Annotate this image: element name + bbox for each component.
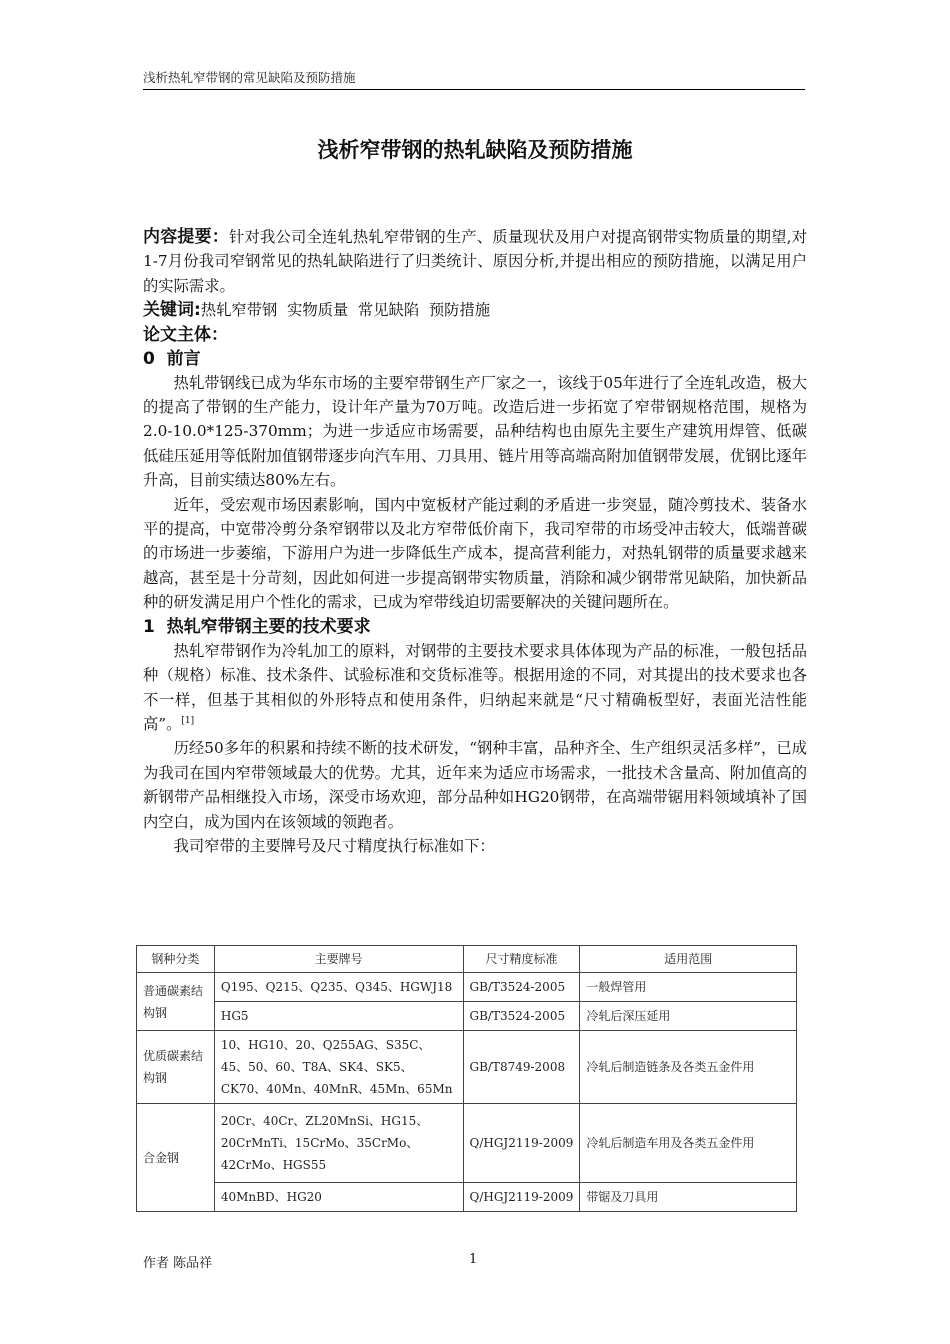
grade-cell: Q195、Q215、Q235、Q345、HGWJ18 [214,973,463,1002]
table-header-cell: 尺寸精度标准 [463,946,580,973]
table-header-row [137,946,797,973]
keywords [143,298,807,322]
section-1-paragraph-1-text: 热轧窄带钢作为冷轧加工的原料，对钢带的主要技术要求具体体现为产品的标准，一般包括品种（规格）标准、技术条件、试验标准和交货标准等。根据用途的不同，对其提出的技术要求也各不一样，但基于其相似的外形特点和使用条件，归纳起来就是“尺寸精确板型好，表面光洁性能高”。 [143,641,807,733]
abstract-text: 针对我公司全连轧热轧窄带钢的生产、质量现状及用户对提高钢带实物质量的期望,对1-7月份我司窄钢常见的热轧缺陷进行了归类统计、原因分析,并提出相应的预防措施，以满足用户的实际需求。 [143,228,808,295]
citation-ref: [1] [181,715,195,726]
steel-grade-table [136,945,797,1212]
section-0-heading: 0 前言 [143,348,201,369]
grade-cell: 20Cr、40Cr、ZL20MnSi、HG15、20CrMnTi、15CrMo、35CrMo、42CrMo、HGS55 [214,1104,463,1183]
table-row [137,1002,797,1031]
page-number: 1 [469,1252,478,1267]
section-0-paragraph-2: 近年，受宏观市场因素影响，国内中宽板材产能过剩的矛盾进一步突显，随冷剪技术、装备水平的提高，中宽带冷剪分条窄钢带以及北方窄带低价南下，我司窄带的市场受冲击较大，低端普碳的市场进一步萎缩，下游用户为进一步降低生产成本，提高营利能力，对热轧钢带的质量要求越来越高，甚至是十分苛刻，因此如何进一步提高钢带实物质量，消除和减少钢带常见缺陷，加快新品种的研发满足用户个性化的需求，已成为窄带线迫切需要解决的关键问题所在。 [143,495,807,612]
document-body [143,225,807,858]
standard-cell: Q/HGJ2119-2009 [463,1183,580,1212]
abstract-label: 内容提要： [143,227,229,247]
standard-cell: GB/T3524-2005 [463,973,580,1002]
usage-cell: 冷轧后深压延用 [580,1002,797,1031]
section-0-paragraph-1: 热轧带钢线已成为华东市场的主要窄带钢生产厂家之一，该线于05年进行了全连轧改造，极大的提高了带钢的生产能力，设计年产量为70万吨。改造后进一步拓宽了窄带钢规格范围，规格为2.0-10.0*125-370mm；为进一步适应市场需要，品种结构也由原先主要生产建筑用焊管、低碳低硅压延用等低附加值钢带逐步向汽车用、刀具用、链片用等高端高附加值钢带发展，优钢比逐年升高，目前实绩达80%左右。 [143,373,807,490]
table-header-cell: 钢种分类 [137,946,215,973]
section-1-heading: 1 热轧窄带钢主要的技术要求 [143,616,371,637]
keywords-text: 热轧窄带钢 实物质量 常见缺陷 预防措施 [200,301,491,320]
usage-cell: 一般焊管用 [580,973,797,1002]
standard-cell: GB/T3524-2005 [463,1002,580,1031]
table-row [137,1031,797,1104]
table-row [137,973,797,1002]
body-label: 论文主体： [143,324,228,345]
grade-cell: HG5 [214,1002,463,1031]
usage-cell: 带锯及刀具用 [580,1183,797,1212]
category-cell: 优质碳素结构钢 [137,1031,215,1104]
table-row [137,1104,797,1183]
abstract [143,225,807,298]
grade-cell: 10、HG10、20、Q255AG、S35C、45、50、60、T8A、SK4、SK5、CK70、40Mn、40MnR、45Mn、65Mn [214,1031,463,1104]
table-row [137,1183,797,1212]
standard-cell: GB/T8749-2008 [463,1031,580,1104]
grade-cell: 40MnBD、HG20 [214,1183,463,1212]
table-header-cell: 适用范围 [580,946,797,973]
usage-cell: 冷轧后制造车用及各类五金件用 [580,1104,797,1183]
category-cell: 普通碳素结构钢 [137,973,215,1031]
section-1-paragraph-1 [143,639,807,737]
footer-author: 作者 陈品祥 [143,1256,213,1271]
keywords-label: 关键词: [143,300,201,321]
table-header-cell: 主要牌号 [214,946,463,973]
category-cell: 合金钢 [137,1104,215,1212]
section-1-paragraph-2: 历经50多年的积累和持续不断的技术研发，“钢种丰富，品种齐全、生产组织灵活多样”，已成为我司在国内窄带领域最大的优势。尤其，近年来为适应市场需求，一批技术含量高、附加值高的新钢带产品相继投入市场，深受市场欢迎，部分品种如HG20钢带，在高端带锯用料领域填补了国内空白，成为国内在该领域的领跑者。 [143,739,807,831]
standard-cell: Q/HGJ2119-2009 [463,1104,580,1183]
document-title: 浅析窄带钢的热轧缺陷及预防措施 [317,138,633,162]
table-intro: 我司窄带的主要牌号及尺寸精度执行标准如下： [173,836,495,855]
running-header: 浅析热轧窄带钢的常见缺陷及预防措施 [143,68,805,90]
usage-cell: 冷轧后制造链条及各类五金件用 [580,1031,797,1104]
